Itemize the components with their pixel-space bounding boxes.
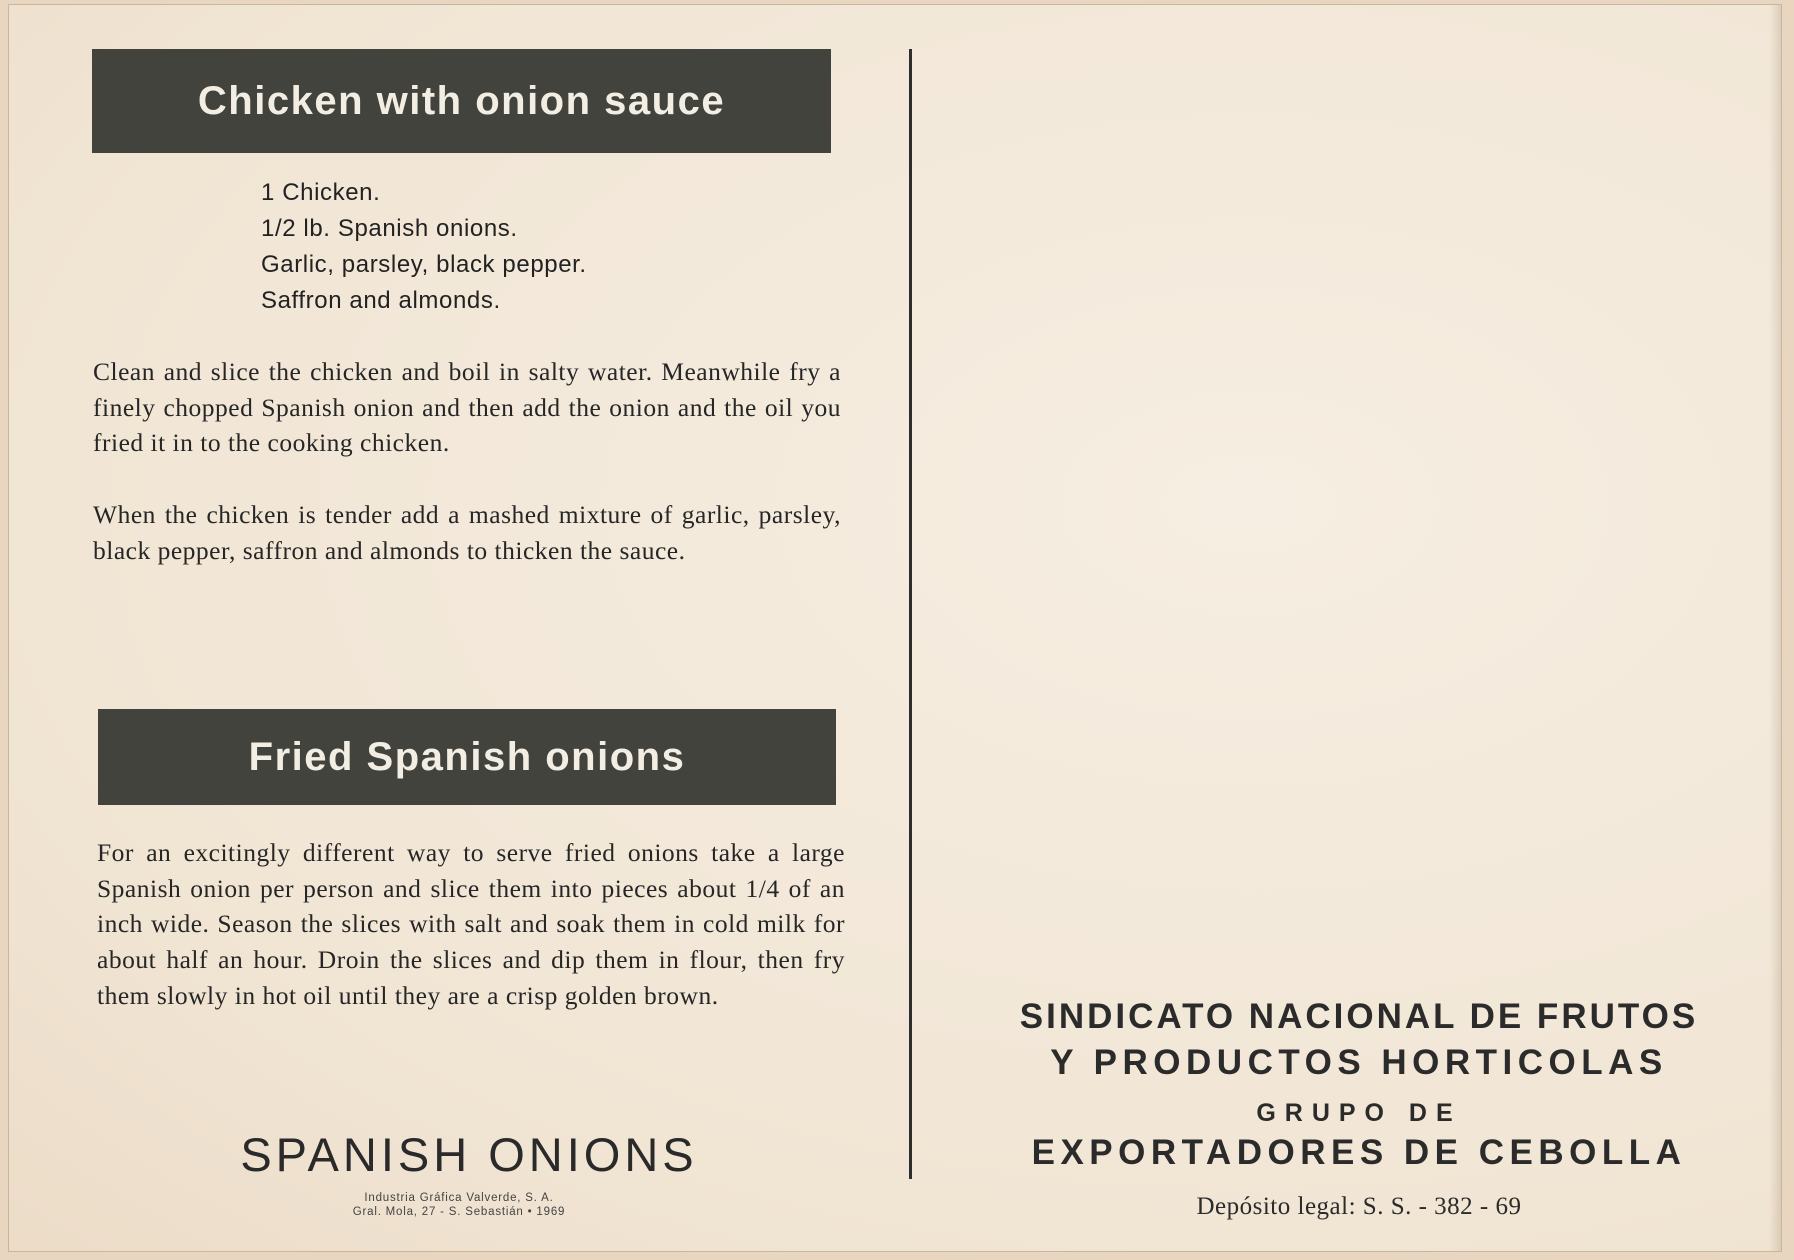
postcard-back <box>8 4 1782 1252</box>
organization-line: Y PRODUCTOS HORTICOLAS <box>1050 1043 1668 1082</box>
organization-line: EXPORTADORES DE CEBOLLA <box>1031 1133 1687 1172</box>
printer-credit: Industria Gráfica Valverde, S. A. <box>364 1192 554 1204</box>
legal-deposit: Depósito legal: S. S. - 382 - 69 <box>1196 1193 1522 1220</box>
recipe-method-paragraph: When the chicken is tender add a mashed mixture of garlic, parsley, black pepper, saffron and almonds to thicken the sauce. <box>93 500 841 565</box>
recipe-title-fried-onions: Fried Spanish onions <box>98 709 836 805</box>
recipe-title-chicken: Chicken with onion sauce <box>92 49 831 153</box>
ingredient-item: 1 Chicken. <box>261 179 381 206</box>
organization-line: GRUPO DE <box>1256 1099 1462 1127</box>
ingredient-item: 1/2 lb. Spanish onions. <box>261 215 518 242</box>
recipe-method-paragraph: Clean and slice the chicken and boil in salty water. Meanwhile fry a finely chopped Spanish onion and then add the onion and the oil you fried it in to the cooking chicken. <box>93 357 841 458</box>
ingredient-list <box>261 175 587 319</box>
organization-line: SINDICATO NACIONAL DE FRUTOS <box>1019 997 1699 1036</box>
recipe-method-paragraph: For an excitingly different way to serve fried onions take a large Spanish onion per person and slice them into pieces about 1/4 of an inch wide. Season the slices with salt and soak them in cold milk for about half an hour. Droin the slices and dip them in flour, then fry them slowly in hot oil until they are a crisp golden brown. <box>97 838 845 1010</box>
ingredient-item: Saffron and almonds. <box>261 287 501 314</box>
printer-address: Gral. Mola, 27 - S. Sebastián • 1969 <box>352 1206 566 1218</box>
brand-name: SPANISH ONIONS <box>240 1128 698 1181</box>
ingredient-item: Garlic, parsley, black pepper. <box>261 251 587 278</box>
card-edge-shadow <box>1769 5 1781 1251</box>
vertical-divider <box>909 49 912 1179</box>
